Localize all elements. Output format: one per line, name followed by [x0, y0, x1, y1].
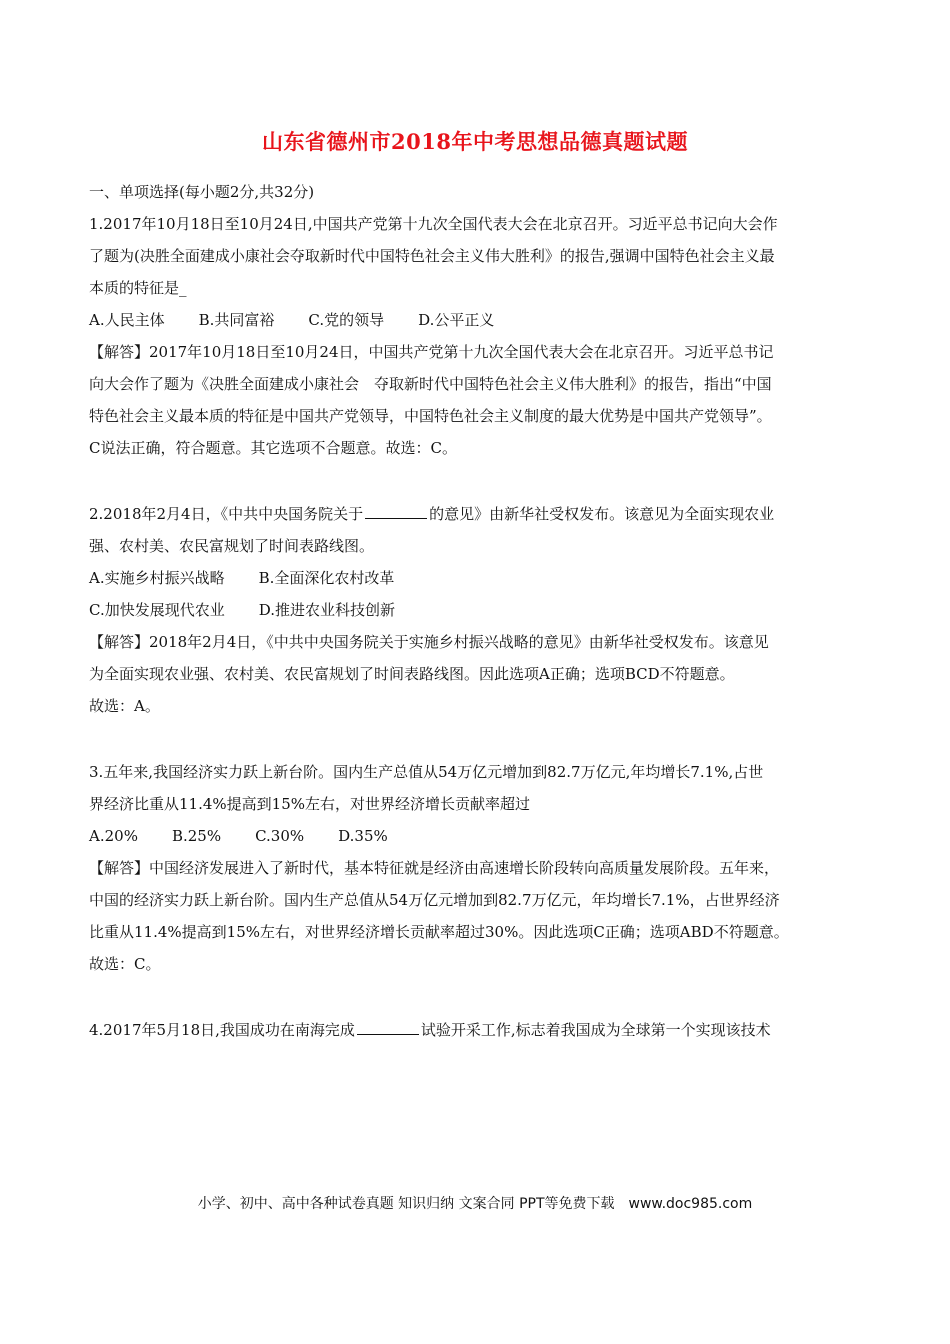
- question-stem-line: 1.2017年10月18日至10月24日,中国共产党第十九次全国代表大会在北京召开。习近平总书记向大会作: [89, 215, 778, 233]
- option-b: B.共同富裕: [198, 311, 275, 329]
- question-options: [89, 304, 869, 336]
- spacer: [89, 464, 869, 498]
- fill-in-blank: [357, 1020, 419, 1035]
- page-title: 山东省德州市2018年中考思想品德真题试题: [262, 129, 688, 154]
- stem-after-blank: 试验开采工作,标志着我国成为全球第一个实现该技术: [420, 1021, 771, 1039]
- option-c: C.30%: [255, 827, 305, 845]
- section-heading: 一、单项选择(每小题2分,共32分): [89, 183, 315, 201]
- option-d: D.推进农业科技创新: [258, 601, 395, 619]
- question-stem-line: 3.五年来,我国经济实力跃上新台阶。国内生产总值从54万亿元增加到82.7万亿元,年均增长7.1%,占世: [89, 763, 764, 781]
- answer-line: 为全面实现农业强、农村美、农民富规划了时间表路线图。因此选项A正确；选项BCD不符题意。: [89, 665, 735, 683]
- option-a: A.实施乡村振兴战略: [89, 569, 225, 587]
- answer-line: 比重从11.4%提高到15%左右，对世界经济增长贡献率超过30%。因此选项C正确；选项ABD不符题意。: [89, 923, 789, 941]
- fill-in-blank: [365, 504, 427, 519]
- question-options: [89, 594, 869, 626]
- answer-line: 【解答】中国经济发展进入了新时代，基本特征就是经济由高速增长阶段转向高质量发展阶段。五年来，: [89, 859, 780, 877]
- question-4: [89, 1014, 869, 1046]
- answer-line: 向大会作了题为《决胜全面建成小康社会 夺取新时代中国特色社会主义伟大胜利》的报告，指出“中国: [89, 375, 772, 393]
- option-d: D.公平正义: [418, 311, 495, 329]
- option-c: C.加快发展现代农业: [89, 601, 225, 619]
- question-options: [89, 820, 869, 852]
- answer-line: 【解答】2018年2月4日，《中共中央国务院关于实施乡村振兴战略的意见》由新华社受权发布。该意见: [89, 633, 769, 651]
- page-footer: 小学、初中、高中各种试卷真题 知识归纳 文案合同 PPT等免费下载 www.doc985.com: [197, 1196, 753, 1212]
- question-3: [89, 756, 869, 980]
- question-stem-line: 界经济比重从11.4%提高到15%左右，对世界经济增长贡献率超过: [89, 795, 530, 813]
- question-stem-line: [89, 1014, 869, 1046]
- stem-before-blank: 4.2017年5月18日,我国成功在南海完成: [89, 1021, 355, 1039]
- question-options: [89, 562, 869, 594]
- stem-before-blank: 2.2018年2月4日，《中共中央国务院关于: [89, 505, 364, 523]
- answer-line: 中国的经济实力跃上新台阶。国内生产总值从54万亿元增加到82.7万亿元，年均增长7.1%，占世界经济: [89, 891, 780, 909]
- answer-line: C说法正确，符合题意。其它选项不合题意。故选：C。: [89, 439, 457, 457]
- spacer: [89, 722, 869, 756]
- answer-line: 【解答】2017年10月18日至10月24日，中国共产党第十九次全国代表大会在北京召开。习近平总书记: [89, 343, 774, 361]
- option-a: A.人民主体: [89, 311, 165, 329]
- option-b: B.全面深化农村改革: [258, 569, 395, 587]
- document-body: [89, 176, 869, 1046]
- answer-line: 故选：A。: [89, 697, 160, 715]
- spacer: [89, 980, 869, 1014]
- answer-line: 故选：C。: [89, 955, 161, 973]
- question-stem-line: [89, 498, 869, 530]
- stem-after-blank: 的意见》由新华社受权发布。该意见为全面实现农业: [429, 505, 775, 523]
- question-stem-line: 强、农村美、农民富规划了时间表路线图。: [89, 537, 375, 555]
- option-b: B.25%: [171, 827, 222, 845]
- question-stem-line: 本质的特征是_: [89, 279, 187, 297]
- question-stem-line: 了题为(决胜全面建成小康社会夺取新时代中国特色社会主义伟大胜利》的报告,强调中国特色社会主义最: [89, 247, 775, 265]
- option-a: A.20%: [89, 827, 138, 845]
- option-d: D.35%: [338, 827, 388, 845]
- question-1: [89, 208, 869, 464]
- question-2: [89, 498, 869, 722]
- option-c: C.党的领导: [308, 311, 385, 329]
- answer-line: 特色社会主义最本质的特征是中国共产党领导，中国特色社会主义制度的最大优势是中国共产党领导”。: [89, 407, 772, 425]
